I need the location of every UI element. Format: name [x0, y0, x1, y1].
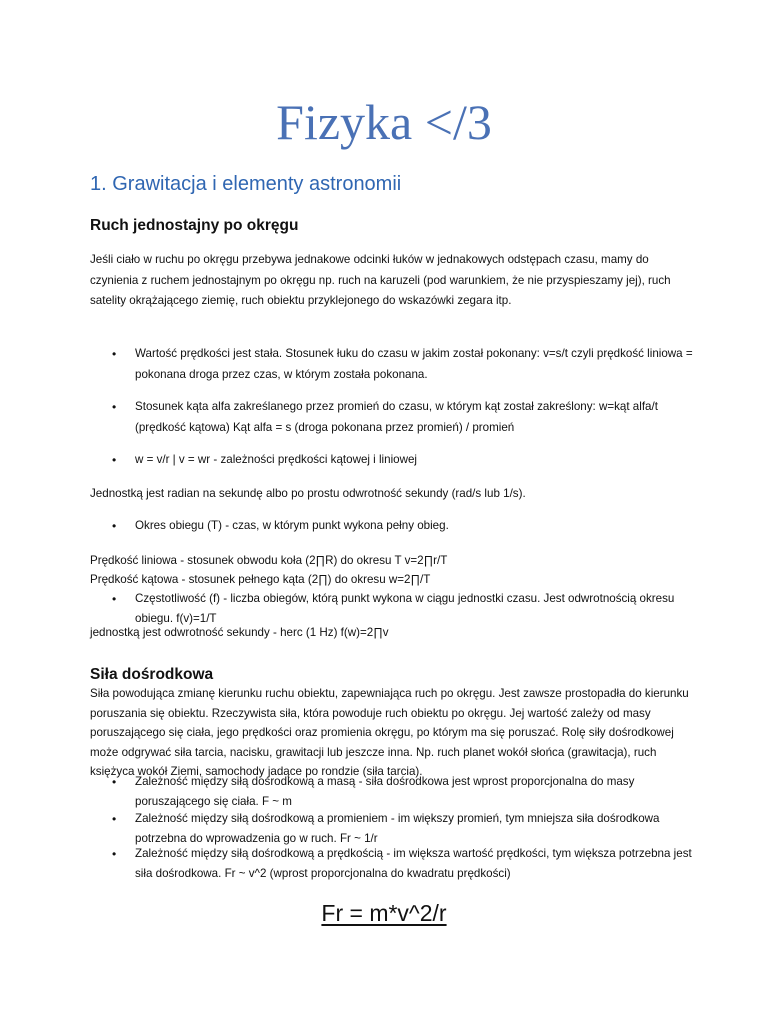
subheading-sila: Siła dośrodkowa	[90, 666, 214, 683]
ruch-bullet-3: w = v/r | v = wr - zależności prędkości kątowej i liniowej	[135, 453, 418, 466]
predkosc-katowa-line: Prędkość kątowa - stosunek pełnego kąta (2∏) do okresu w=2∏/T	[90, 573, 431, 586]
czestotliwosc-bullet: Częstotliwość (f) - liczba obiegów, którą punkt wykona w ciągu jednostki czasu. Jest odwrotnością okresu obiegu. f(v)=1/T	[135, 592, 675, 625]
sila-intro-paragraph: Siła powodująca zmianę kierunku ruchu obiektu, zapewniająca ruch po okręgu. Jest zawsze prostopadła do kierunku poruszania się obiektu. Rzeczywista siła, która powoduje ruch obiektu po okręgu. Jej wartość zależy od masy poruszającego się ciała, jego prędkości oraz promienia okręgu, po którym ma się poruszać. Rolę siły dośrodkowej może odgrywać siła tarcia, nacisku, grawitacji lub jeszcze inna. Np. ruch planet wokół słońca (grawitacja), ruch księżyca wokół Ziemi, samochody jadące po rondzie (siła tarcia).	[90, 687, 689, 778]
bullet-glyph: •	[112, 812, 117, 826]
okres-bullet: Okres obiegu (T) - czas, w którym punkt wykona pełny obieg.	[135, 519, 449, 532]
predkosc-liniowa-line: Prędkość liniowa - stosunek obwodu koła (2∏R) do okresu T v=2∏r/T	[90, 554, 448, 567]
bullet-glyph: •	[112, 592, 117, 606]
section-heading: 1. Grawitacja i elementy astronomii	[90, 173, 402, 195]
ruch-bullet-1: Wartość prędkości jest stała. Stosunek łuku do czasu w jakim został pokonany: v=s/t czyli prędkość liniowa = pokonana droga przez czas, w którym została pokonana.	[135, 347, 693, 381]
bullet-glyph: •	[112, 400, 117, 414]
bullet-glyph: •	[112, 453, 117, 467]
document-title: Fizyka </3	[276, 94, 492, 150]
ruch-intro-paragraph: Jeśli ciało w ruchu po okręgu przebywa jednakowe odcinki łuków w jednakowych odstępach czasu, mamy do czynienia z ruchem jednostajnym po okręgu np. ruch na karuzeli (pod warunkiem, że nie przyspieszamy jej), ruch satelity okrążającego ziemię, ruch obiektu przyklejonego do wskazówki zegara itp.	[90, 253, 671, 307]
radian-paragraph: Jednostką jest radian na sekundę albo po prostu odwrotność sekundy (rad/s lub 1/s).	[90, 487, 526, 500]
formula-text: Fr = m*v^2/r	[321, 900, 447, 926]
sila-bullet-3: Zależność między siłą dośrodkową a prędkością - im większa wartość prędkości, tym większa potrzebna jest siła dośrodkowa. Fr ~ v^2 (wprost proporcjonalna do kwadratu prędkości)	[135, 847, 692, 880]
ruch-bullet-2: Stosunek kąta alfa zakreślanego przez promień do czasu, w którym kąt został zakreślony: w=kąt alfa/t (prędkość kątowa) Kąt alfa = s (droga pokonana przez promień) / promień	[135, 400, 658, 434]
bullet-glyph: •	[112, 847, 117, 861]
sila-bullet-2: Zależność między siłą dośrodkową a promieniem - im większy promień, tym mniejsza siła dośrodkowa potrzebna do wprowadzenia go w ruch. Fr ~ 1/r	[135, 812, 660, 845]
herc-line: jednostką jest odwrotność sekundy - herc (1 Hz) f(w)=2∏v	[90, 626, 389, 639]
bullet-glyph: •	[112, 519, 117, 533]
bullet-glyph: •	[112, 775, 117, 789]
centripetal-force-formula	[0, 898, 768, 928]
sila-bullet-1: Zależność między siłą dośrodkową a masą - siła dośrodkowa jest wprost proporcjonalna do masy poruszającego się ciała. F ~ m	[135, 775, 635, 808]
subheading-ruch: Ruch jednostajny po okręgu	[90, 217, 299, 234]
bullet-glyph: •	[112, 347, 117, 361]
